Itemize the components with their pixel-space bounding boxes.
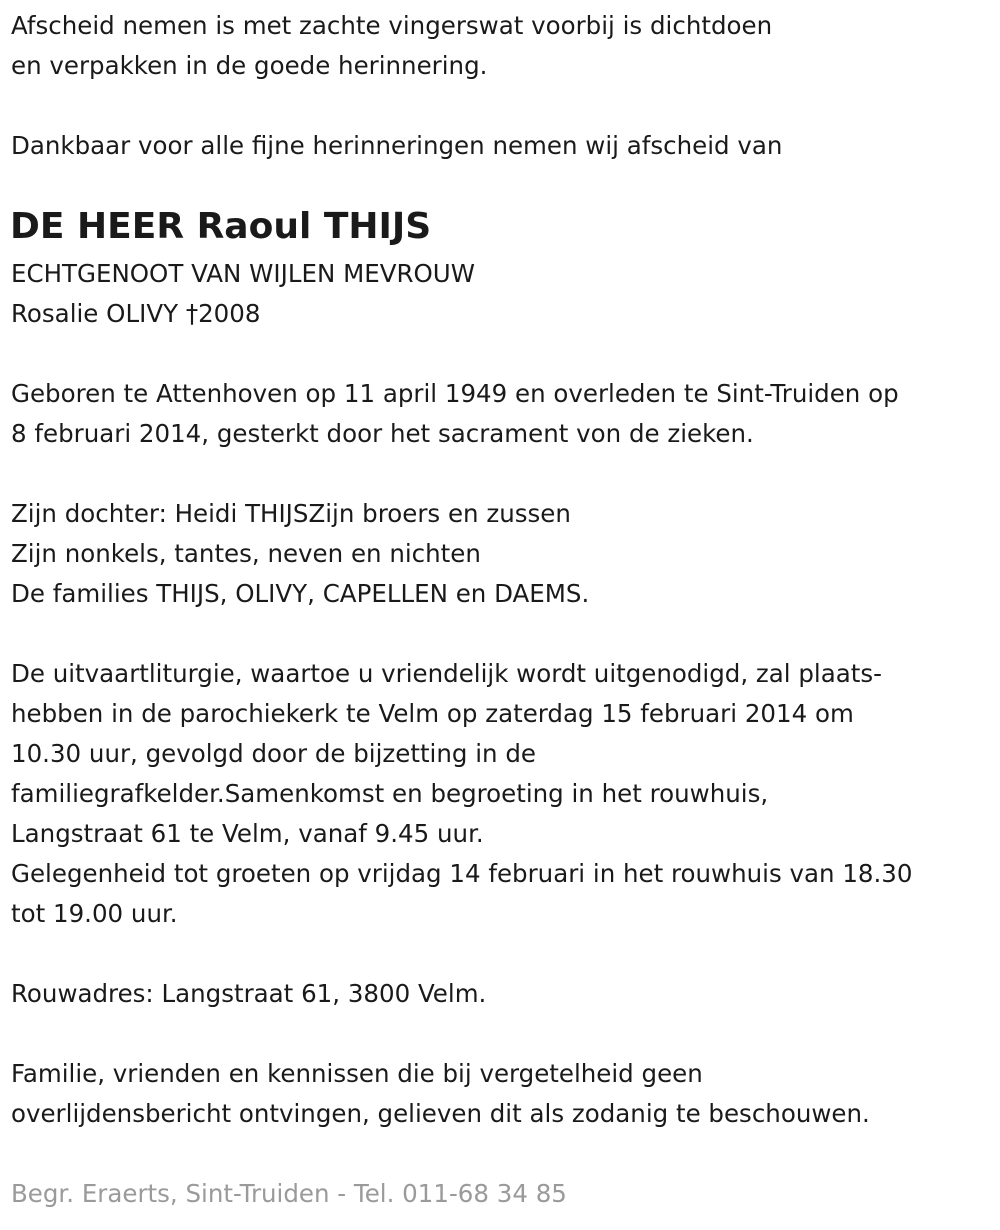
- notice-line-2: overlijdensbericht ontvingen, gelieven dit als zodanig te beschouwen.: [11, 1099, 870, 1128]
- mourning-address: Rouwadres: Langstraat 61, 3800 Velm.: [11, 979, 487, 1008]
- family-line: De families THIJS, OLIVY, CAPELLEN en DAEMS.: [11, 579, 590, 608]
- thanks-line: Dankbaar voor alle fijne herinneringen nemen wij afscheid van: [11, 131, 783, 160]
- deceased-name: DE HEER Raoul THIJS: [10, 206, 432, 247]
- spouse-line-1: ECHTGENOOT VAN WIJLEN MEVROUW: [11, 259, 475, 288]
- funeral-line: 10.30 uur, gevolgd door de bijzetting in de: [11, 739, 536, 768]
- spouse-line-2: Rosalie OLIVY †2008: [11, 299, 261, 328]
- funeral-line: familiegrafkelder.Samenkomst en begroeting in het rouwhuis,: [11, 779, 769, 808]
- funeral-line: tot 19.00 uur.: [11, 899, 178, 928]
- family-line: Zijn nonkels, tantes, neven en nichten: [11, 539, 481, 568]
- intro-line-1: Afscheid nemen is met zachte vingerswat voorbij is dichtdoen: [11, 11, 773, 40]
- notice-line-1: Familie, vrienden en kennissen die bij vergetelheid geen: [11, 1059, 703, 1088]
- funeral-line: hebben in de parochiekerk te Velm op zaterdag 15 februari 2014 om: [11, 699, 854, 728]
- funeral-line: De uitvaartliturgie, waartoe u vriendelijk wordt uitgenodigd, zal plaats-: [11, 659, 882, 688]
- birth-death-line-1: Geboren te Attenhoven op 11 april 1949 en overleden te Sint-Truiden op: [11, 379, 899, 408]
- family-line: Zijn dochter: Heidi THIJSZijn broers en zussen: [11, 499, 571, 528]
- funeral-line: Gelegenheid tot groeten op vrijdag 14 februari in het rouwhuis van 18.30: [11, 859, 913, 888]
- undertaker-footer: Begr. Eraerts, Sint-Truiden - Tel. 011-68 34 85: [11, 1179, 567, 1208]
- birth-death-line-2: 8 februari 2014, gesterkt door het sacrament von de zieken.: [11, 419, 754, 448]
- intro-line-2: en verpakken in de goede herinnering.: [11, 51, 488, 80]
- funeral-line: Langstraat 61 te Velm, vanaf 9.45 uur.: [11, 819, 484, 848]
